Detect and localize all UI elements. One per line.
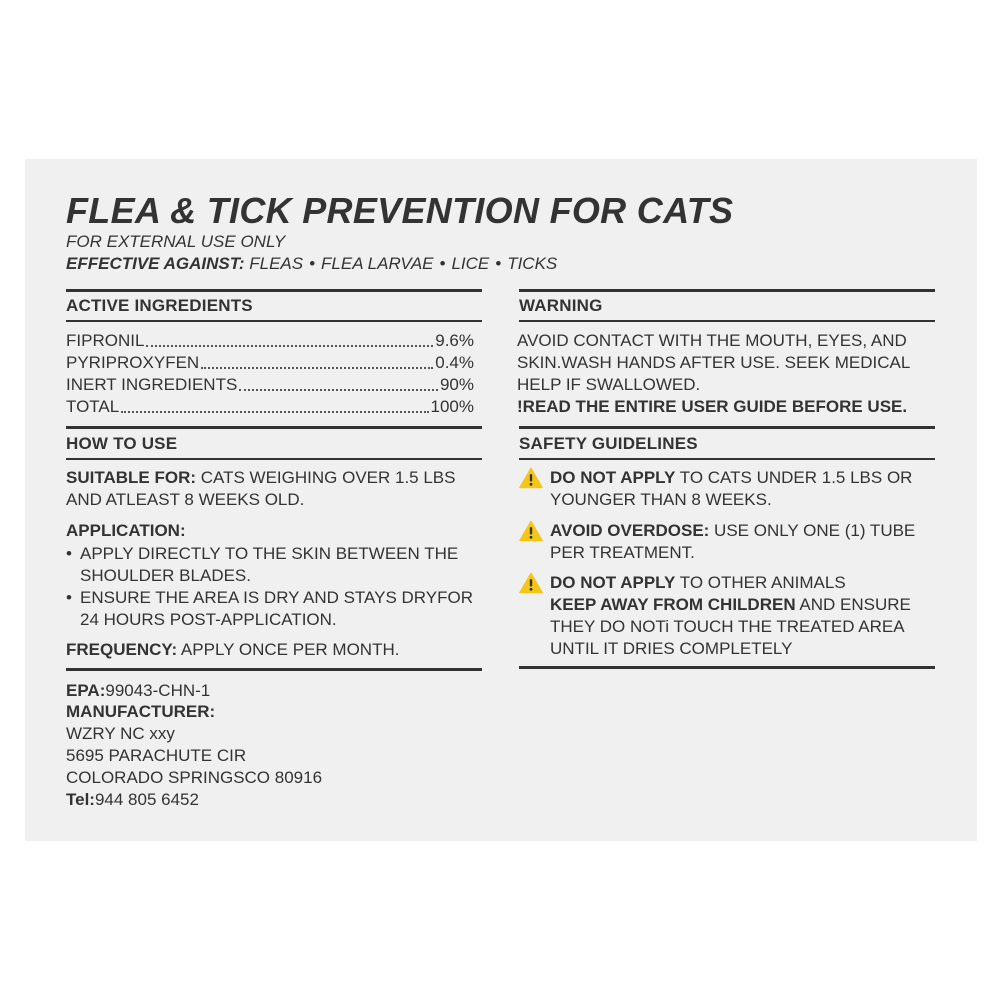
separator-dot: • xyxy=(309,254,316,273)
frequency-text: APPLY ONCE PER MONTH. xyxy=(177,640,400,659)
section-divider xyxy=(519,458,935,460)
bullet-text: SHOULDER BLADES. xyxy=(80,566,251,585)
frequency xyxy=(66,639,399,661)
ingredient-row xyxy=(66,352,474,373)
tel-label: Tel: xyxy=(66,790,95,809)
leader-dots xyxy=(146,344,433,347)
manufacturer-label: MANUFACTURER: xyxy=(66,702,216,721)
how-to-use-heading: HOW TO USE xyxy=(66,434,178,453)
suitable-text: CATS WEIGHING OVER 1.5 LBS xyxy=(196,468,456,487)
epa-number xyxy=(66,680,210,702)
section-divider xyxy=(66,668,482,671)
warning-text: HELP IF SWALLOWED. xyxy=(517,375,701,394)
separator-dot: • xyxy=(495,254,502,273)
warning-text: SKIN.WASH HANDS AFTER USE. SEEK MEDICAL xyxy=(517,353,911,372)
bullet-text: 24 HOURS POST-APPLICATION. xyxy=(80,610,337,629)
safety-bold: DO NOT APPLY xyxy=(550,573,676,592)
application-label: APPLICATION: xyxy=(66,521,186,540)
suitable-for xyxy=(66,467,455,489)
bullet-text: APPLY DIRECTLY TO THE SKIN BETWEEN THE xyxy=(80,544,459,563)
effective-against xyxy=(66,254,557,274)
safety-text: USE ONLY ONE (1) TUBE xyxy=(709,521,916,540)
leader-dots xyxy=(239,388,438,391)
safety-text: TO CATS UNDER 1.5 LBS OR xyxy=(675,468,913,487)
frequency-label: FREQUENCY: xyxy=(66,640,178,659)
ingredient-name: TOTAL xyxy=(66,397,120,416)
safety-bold: AVOID OVERDOSE: xyxy=(550,521,710,540)
section-divider xyxy=(519,289,935,292)
warning-emphasis: !READ THE ENTIRE USER GUIDE BEFORE USE. xyxy=(517,397,908,416)
effective-item: LICE xyxy=(451,254,490,273)
warning-triangle-icon xyxy=(519,520,543,542)
ingredient-name: INERT INGREDIENTS xyxy=(66,375,238,394)
warning-text: AVOID CONTACT WITH THE MOUTH, EYES, AND xyxy=(517,331,907,350)
section-divider xyxy=(66,426,482,429)
warning-triangle-icon xyxy=(519,467,543,489)
safety-text: PER TREATMENT. xyxy=(550,543,695,562)
ingredient-row xyxy=(66,374,474,395)
safety-item xyxy=(550,467,912,489)
safety-text: THEY DO NOTi TOUCH THE TREATED AREA xyxy=(550,617,905,636)
phone-number xyxy=(66,789,199,811)
subtitle: FOR EXTERNAL USE ONLY xyxy=(66,232,286,251)
effective-item: FLEAS xyxy=(249,254,304,273)
effective-label: EFFECTIVE AGAINST: xyxy=(66,254,245,273)
effective-item: FLEA LARVAE xyxy=(321,254,434,273)
warning-triangle-icon xyxy=(519,572,543,594)
safety-text: YOUNGER THAN 8 WEEKS. xyxy=(550,490,772,509)
safety-item xyxy=(550,572,846,594)
ingredient-value: 0.4% xyxy=(435,353,474,372)
leader-dots xyxy=(201,366,433,369)
warning-heading: WARNING xyxy=(519,296,603,315)
safety-guidelines-heading: SAFETY GUIDELINES xyxy=(519,434,698,453)
ingredient-name: PYRIPROXYFEN xyxy=(66,353,200,372)
bullet-icon: • xyxy=(66,544,72,563)
safety-text: AND ENSURE xyxy=(795,595,911,614)
separator-dot: • xyxy=(439,254,446,273)
suitable-label: SUITABLE FOR: xyxy=(66,468,197,487)
section-divider xyxy=(519,426,935,429)
section-divider xyxy=(519,666,935,669)
ingredient-row xyxy=(66,330,474,351)
safety-text: TO OTHER ANIMALS xyxy=(675,573,846,592)
safety-text: UNTIL IT DRIES COMPLETELY xyxy=(550,639,793,658)
epa-value: 99043-CHN-1 xyxy=(105,681,211,700)
leader-dots xyxy=(121,410,428,413)
ingredient-value: 90% xyxy=(439,375,474,394)
safety-bold: DO NOT APPLY xyxy=(550,468,676,487)
ingredient-row xyxy=(66,396,474,417)
ingredient-name: FIPRONIL xyxy=(66,331,145,350)
bullet-icon: • xyxy=(66,588,72,607)
ingredient-value: 9.6% xyxy=(435,331,474,350)
active-ingredients-heading: ACTIVE INGREDIENTS xyxy=(66,296,253,315)
effective-item: TICKS xyxy=(507,254,558,273)
suitable-text: AND ATLEAST 8 WEEKS OLD. xyxy=(66,490,305,509)
section-divider xyxy=(66,289,482,292)
address-line: WZRY NC xxy xyxy=(66,724,175,743)
ingredient-value: 100% xyxy=(430,397,474,416)
address-line: 5695 PARACHUTE CIR xyxy=(66,746,247,765)
address-line: COLORADO SPRINGSCO 80916 xyxy=(66,768,323,787)
safety-item xyxy=(550,520,915,542)
section-divider xyxy=(66,320,482,322)
section-divider xyxy=(66,458,482,460)
page-title: FLEA & TICK PREVENTION FOR CATS xyxy=(66,190,734,231)
tel-value: 944 805 6452 xyxy=(94,790,199,809)
safety-item xyxy=(550,594,911,616)
section-divider xyxy=(519,320,935,322)
bullet-text: ENSURE THE AREA IS DRY AND STAYS DRYFOR xyxy=(80,588,474,607)
epa-label: EPA: xyxy=(66,681,106,700)
safety-bold: KEEP AWAY FROM CHILDREN xyxy=(550,595,796,614)
